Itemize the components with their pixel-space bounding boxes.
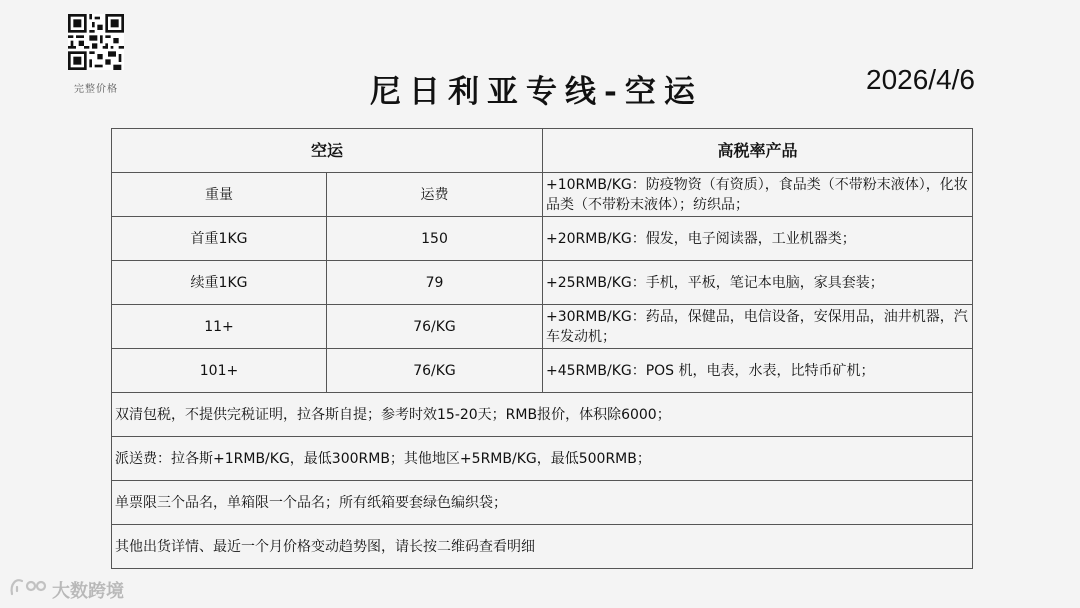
date-label: 2026/4/6: [866, 64, 975, 95]
note-text: 派送费：拉各斯+1RMB/KG，最低300RMB；其他地区+5RMB/KG，最低500RMB；: [112, 437, 973, 481]
fee-cell: 76/KG: [327, 349, 543, 393]
tax-item: +25RMB/KG：手机，平板，笔记本电脑，家具套装；: [543, 261, 973, 305]
table-row: [112, 349, 973, 393]
cat-logo-icon: [8, 574, 48, 605]
fee-column-header: 运费: [327, 173, 543, 217]
weight-cell: 首重1KG: [112, 217, 327, 261]
weight-column-header: 重量: [112, 173, 327, 217]
table-row: [112, 217, 973, 261]
price-table: [111, 128, 973, 569]
table-row: [112, 261, 973, 305]
tax-item: +10RMB/KG：防疫物资（有资质），食品类（不带粉末液体），化妆品类（不带粉末液体）；纺织品；: [543, 173, 973, 217]
table-row: [112, 173, 973, 217]
tax-item: +30RMB/KG：药品，保健品，电信设备，安保用品，油井机器，汽车发动机；: [543, 305, 973, 349]
table-header-row: [112, 129, 973, 173]
qr-caption: 完整价格: [74, 84, 118, 95]
note-text: 单票限三个品名，单箱限一个品名；所有纸箱要套绿色编织袋；: [112, 481, 973, 525]
weight-cell: 续重1KG: [112, 261, 327, 305]
note-row: [112, 393, 973, 437]
fee-cell: 150: [327, 217, 543, 261]
tax-item: +45RMB/KG：POS 机，电表，水表，比特币矿机；: [543, 349, 973, 393]
watermark: [8, 574, 124, 605]
note-text: 其他出货详情、最近一个月价格变动趋势图，请长按二维码查看明细: [112, 525, 973, 569]
high-tax-header: 高税率产品: [543, 129, 973, 173]
weight-cell: 11+: [112, 305, 327, 349]
fee-cell: 76/KG: [327, 305, 543, 349]
table-row: [112, 305, 973, 349]
note-row: [112, 525, 973, 569]
weight-cell: 101+: [112, 349, 327, 393]
note-row: [112, 437, 973, 481]
fee-cell: 79: [327, 261, 543, 305]
qr-code-icon[interactable]: [68, 14, 124, 70]
note-row: [112, 481, 973, 525]
watermark-text: 大数跨境: [52, 580, 124, 602]
air-freight-header: 空运: [112, 129, 543, 173]
page-title: 尼日利亚专线-空运: [370, 74, 703, 110]
tax-item: +20RMB/KG：假发，电子阅读器，工业机器类；: [543, 217, 973, 261]
note-text: 双清包税，不提供完税证明，拉各斯自提；参考时效15-20天；RMB报价，体积除6000；: [112, 393, 973, 437]
